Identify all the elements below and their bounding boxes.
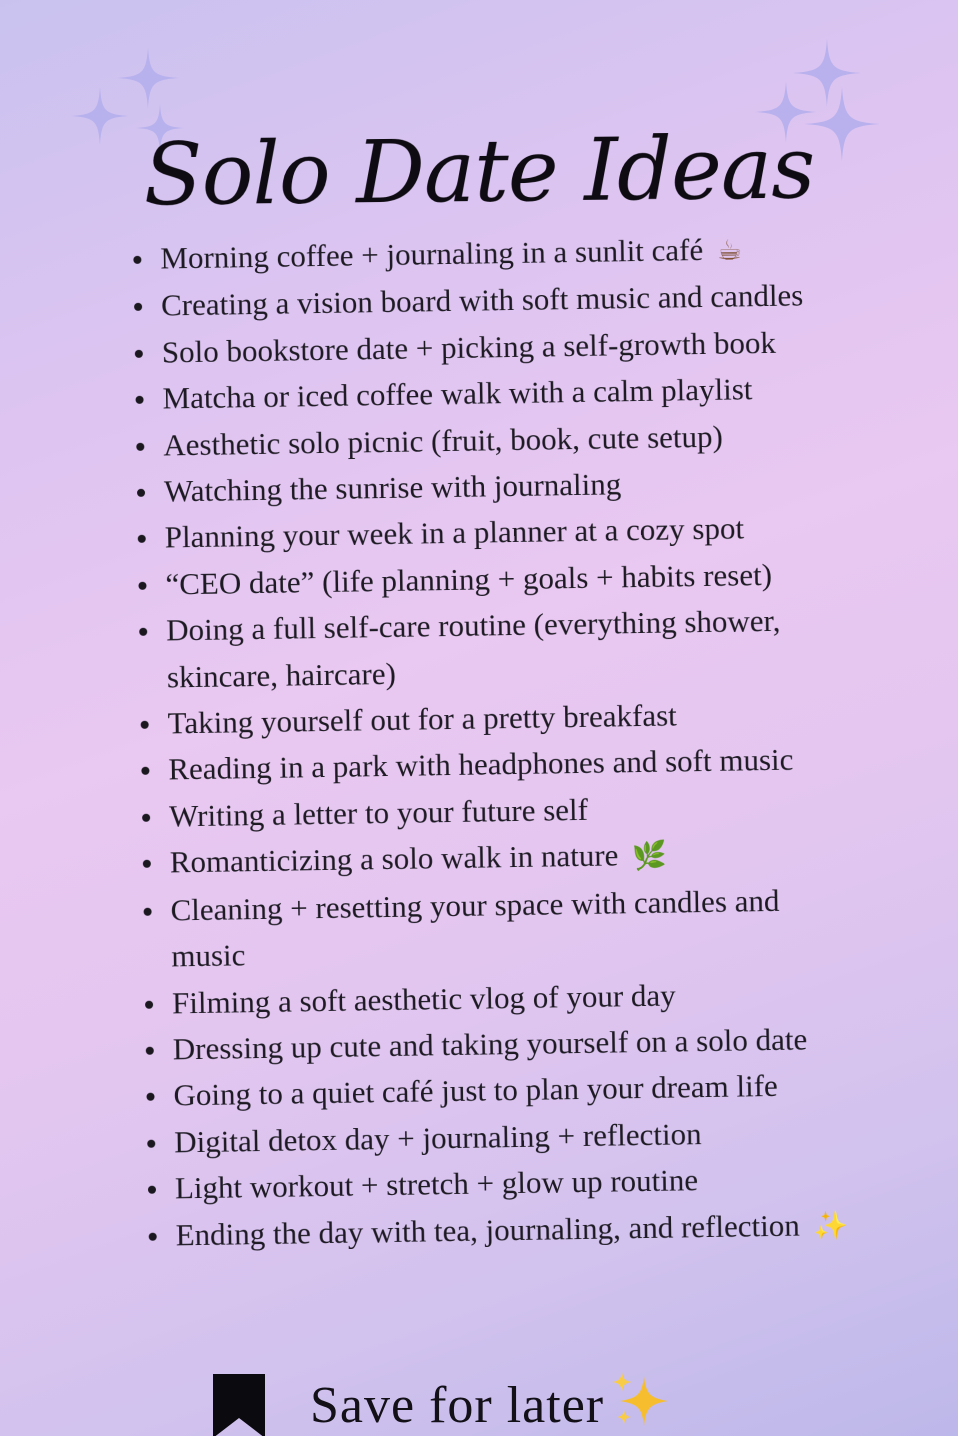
idea-text: Watching the sunrise with journaling [163, 466, 622, 509]
bullet-icon [145, 1000, 153, 1008]
bullet-icon [143, 860, 151, 868]
idea-text: Romanticizing a solo walk in nature [169, 837, 619, 880]
sparkles-icon [610, 1370, 672, 1432]
idea-text: Writing a letter to your future self [168, 791, 589, 834]
sparkle-icon [793, 39, 861, 107]
idea-list-item [143, 1201, 864, 1260]
bullet-icon [148, 1186, 156, 1194]
idea-text: Creating a vision board with soft music and candles [160, 277, 804, 323]
idea-text: Doing a full self-care routine (everything shower, skincare, haircare) [165, 603, 781, 695]
save-for-later-button[interactable] [200, 1366, 720, 1436]
bullet-icon [146, 1047, 154, 1055]
idea-text: Aesthetic solo picnic (fruit, book, cute setup) [163, 418, 724, 463]
bullet-icon [149, 1232, 157, 1240]
idea-text: Ending the day with tea, journaling, and reflection [175, 1207, 801, 1252]
bullet-icon [139, 628, 147, 636]
idea-text: Reading in a park with headphones and soft music [168, 742, 794, 787]
bullet-icon [136, 442, 144, 450]
page-title: Solo Date Ideas [143, 118, 815, 226]
idea-text: Dressing up cute and taking yourself on a solo date [172, 1021, 808, 1067]
bullet-icon [144, 907, 152, 915]
sparkles-icon: ✨ [813, 1208, 849, 1242]
save-for-later-label: Save for later [310, 1377, 605, 1434]
bullet-icon [137, 489, 145, 497]
idea-text: Cleaning + resetting your space with candles and music [170, 882, 780, 974]
coffee-cup-icon: ☕ [716, 233, 743, 267]
bullet-icon [147, 1139, 155, 1147]
idea-text: Light workout + stretch + glow up routine [174, 1162, 699, 1206]
idea-text: Morning coffee + journaling in a sunlit café [160, 231, 704, 276]
idea-text: Digital detox day + journaling + reflection [173, 1115, 702, 1160]
bullet-icon [133, 256, 141, 264]
idea-text: Taking yourself out for a pretty breakfast [167, 697, 678, 741]
bullet-icon [138, 582, 146, 590]
ideas-list [128, 225, 864, 1260]
bullet-icon [134, 303, 142, 311]
idea-list-item [134, 597, 855, 701]
sparkle-icon [117, 47, 178, 108]
bullet-icon [136, 396, 144, 404]
bullet-icon [135, 350, 143, 358]
idea-list-item [138, 876, 859, 980]
bullet-icon [141, 767, 149, 775]
idea-text: Planning your week in a planner at a cozy spot [164, 510, 745, 555]
idea-text: “CEO date” (life planning + goals + habits reset) [165, 556, 773, 602]
bullet-icon [142, 814, 150, 822]
idea-text: Solo bookstore date + picking a self-growth book [161, 324, 777, 370]
bullet-icon [141, 721, 149, 729]
bookmark-icon [211, 1374, 267, 1436]
herb-icon: 🌿 [631, 838, 668, 873]
bullet-icon [138, 535, 146, 543]
idea-text: Matcha or iced coffee walk with a calm playlist [162, 371, 753, 416]
idea-text: Going to a quiet café just to plan your dream life [173, 1068, 779, 1113]
idea-text: Filming a soft aesthetic vlog of your day [171, 976, 676, 1020]
bullet-icon [146, 1093, 154, 1101]
